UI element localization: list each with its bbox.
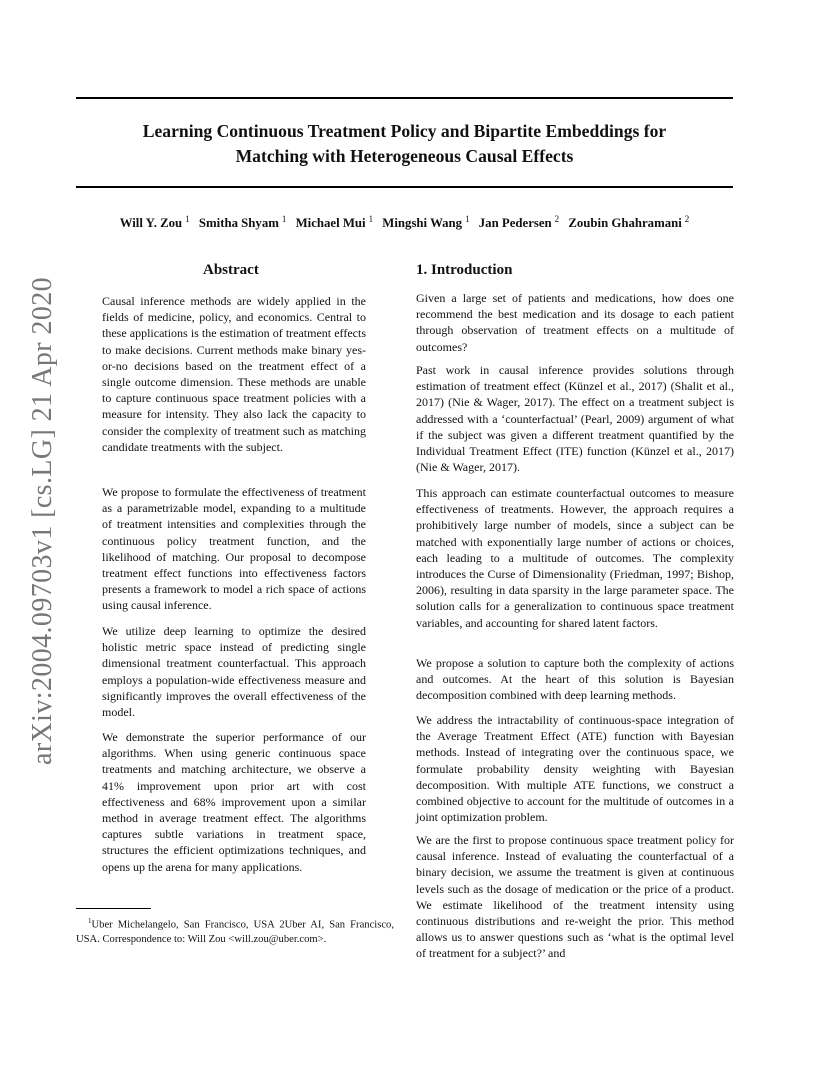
author: Will Y. Zou $^1$	[119, 214, 190, 230]
intro-paragraph-4: We propose a solution to capture both the complexity of actions and outcomes. At the heart of this solution is Bayesian decomposition combined with deep learning methods.	[416, 656, 734, 703]
introduction-heading: 1. Introduction	[416, 262, 513, 278]
intro-paragraph-5: We address the intractability of continuous-space integration of the Average Treatment Effect (ATE) function with Bayesian methods. Instead of integrating over the continuous space, we formulate probability density weighting with Bayesian decomposition. With multiple ATE functions, we construct a combined objective to account for the multitude of outcomes in a joint optimization problem.	[416, 713, 734, 825]
abstract-paragraph-1: Causal inference methods are widely applied in the fields of medicine, policy, and economics. Central to these applications is the estimation of treatment effects to make decisions. Current methods make binary yes-or-no decisions based on the treatment effect of a single outcome dimension. These methods are unable to capture continuous space treatment policies with a measure for intensity. They also lack the capacity to consider the complexity of treatment such as matching candidate treatments with the subject.	[102, 294, 366, 454]
footnote-text: Uber Michelangelo, San Francisco, USA 2Uber AI, San Francisco, USA. Correspondence to: Will Zou <will.zou@uber.com>.	[76, 919, 394, 945]
author: Smitha Shyam $^1$	[198, 214, 287, 230]
intro-paragraph-2: Past work in causal inference provides solutions through estimation of treatment effect (Künzel et al., 2017) (Shalit et al., 2017) (Nie & Wager, 2017). The effect on a treatment subject is addressed with a ‘counterfactual’ (Pearl, 2009) argument of what if the subject was given a different treatment quantified by the Individual Treatment Effect (ITE) function (Künzel et al., 2017) (Nie & Wager, 2017).	[416, 363, 734, 475]
author: Michael Mui $^1$	[295, 214, 374, 230]
intro-paragraph-6: We are the first to propose continuous space treatment policy for causal inference. Instead of evaluating the counterfactual of a binary decision, we assume the treatment is given at continuous levels such as the dosage of medication or the price of a product. We estimate likelihood of the treatment intensity using continuous distributions and re-weight the prior. This method allows us to answer questions such as ‘what is the optimal level of treatment for a subject?’ and	[416, 833, 734, 961]
abstract-heading: Abstract	[203, 262, 259, 278]
intro-paragraph-3: This approach can estimate counterfactual outcomes to measure effectiveness of treatments. However, the approach requires a prohibitively large number of models, since a subject can be matched with exponentially large number of actions or choices, each leading to a multitude of outcomes. The complexity introduces the Curse of Dimensionality (Friedman, 1997; Bishop, 2006), resulting in data sparsity in the large parameter space. The solution calls for a generalization to continuous space treatment variables, and accounting for shared latent factors.	[416, 486, 734, 630]
paper-title	[76, 119, 733, 169]
abstract-paragraph-3: We utilize deep learning to optimize the desired holistic metric space instead of predicting single dimensional treatment counterfactual. This approach employs a population-wide effectiveness measure and significantly improves the overall effectiveness of the model.	[102, 624, 366, 720]
author: Jan Pedersen $^2$	[478, 214, 560, 230]
author: Mingshi Wang $^1$	[382, 214, 470, 230]
title-line-1: Learning Continuous Treatment Policy and Bipartite Embeddings for	[142, 121, 667, 141]
title-bottom-rule	[76, 186, 733, 188]
author: Zoubin Ghahramani $^2$	[568, 214, 690, 230]
abstract-paragraph-4: We demonstrate the superior performance of our algorithms. When using generic continuous space treatments and matching architecture, we observe a 41% improvement upon prior art with cost effectiveness and 68% improvement upon a similar method in average treatment effect. The algorithms captures subtle variations in treatment space, structures the efficient optimizations techniques, and opens up the arena for many applications.	[102, 730, 366, 874]
arxiv-stamp-text: arXiv:2004.09703v1 [cs.LG] 21 Apr 2020	[27, 276, 58, 765]
intro-paragraph-1: Given a large set of patients and medications, how does one recommend the best medication and its dosage to each patient through observation of treatment effects on a multitude of outcomes?	[416, 291, 734, 354]
footnote-rule	[76, 908, 151, 909]
author-list	[76, 214, 733, 231]
title-line-2: Matching with Heterogeneous Causal Effects	[235, 146, 574, 166]
abstract-paragraph-2: We propose to formulate the effectiveness of treatment as a parametrizable model, expanding to a multitude of treatment intensities and complexities through the continuous policy treatment function, and the likelihood of matching. Our proposal to decompose treatment effect functions into effectiveness factors presents a framework to model a rich space of actions using causal inference.	[102, 485, 366, 613]
title-top-rule	[76, 97, 733, 99]
footnote: $^1$Uber Michelangelo, San Francisco, USA 2Uber AI, San Francisco, USA. Correspondence to: Will Zou <will.zou@uber.com>.	[76, 917, 394, 945]
